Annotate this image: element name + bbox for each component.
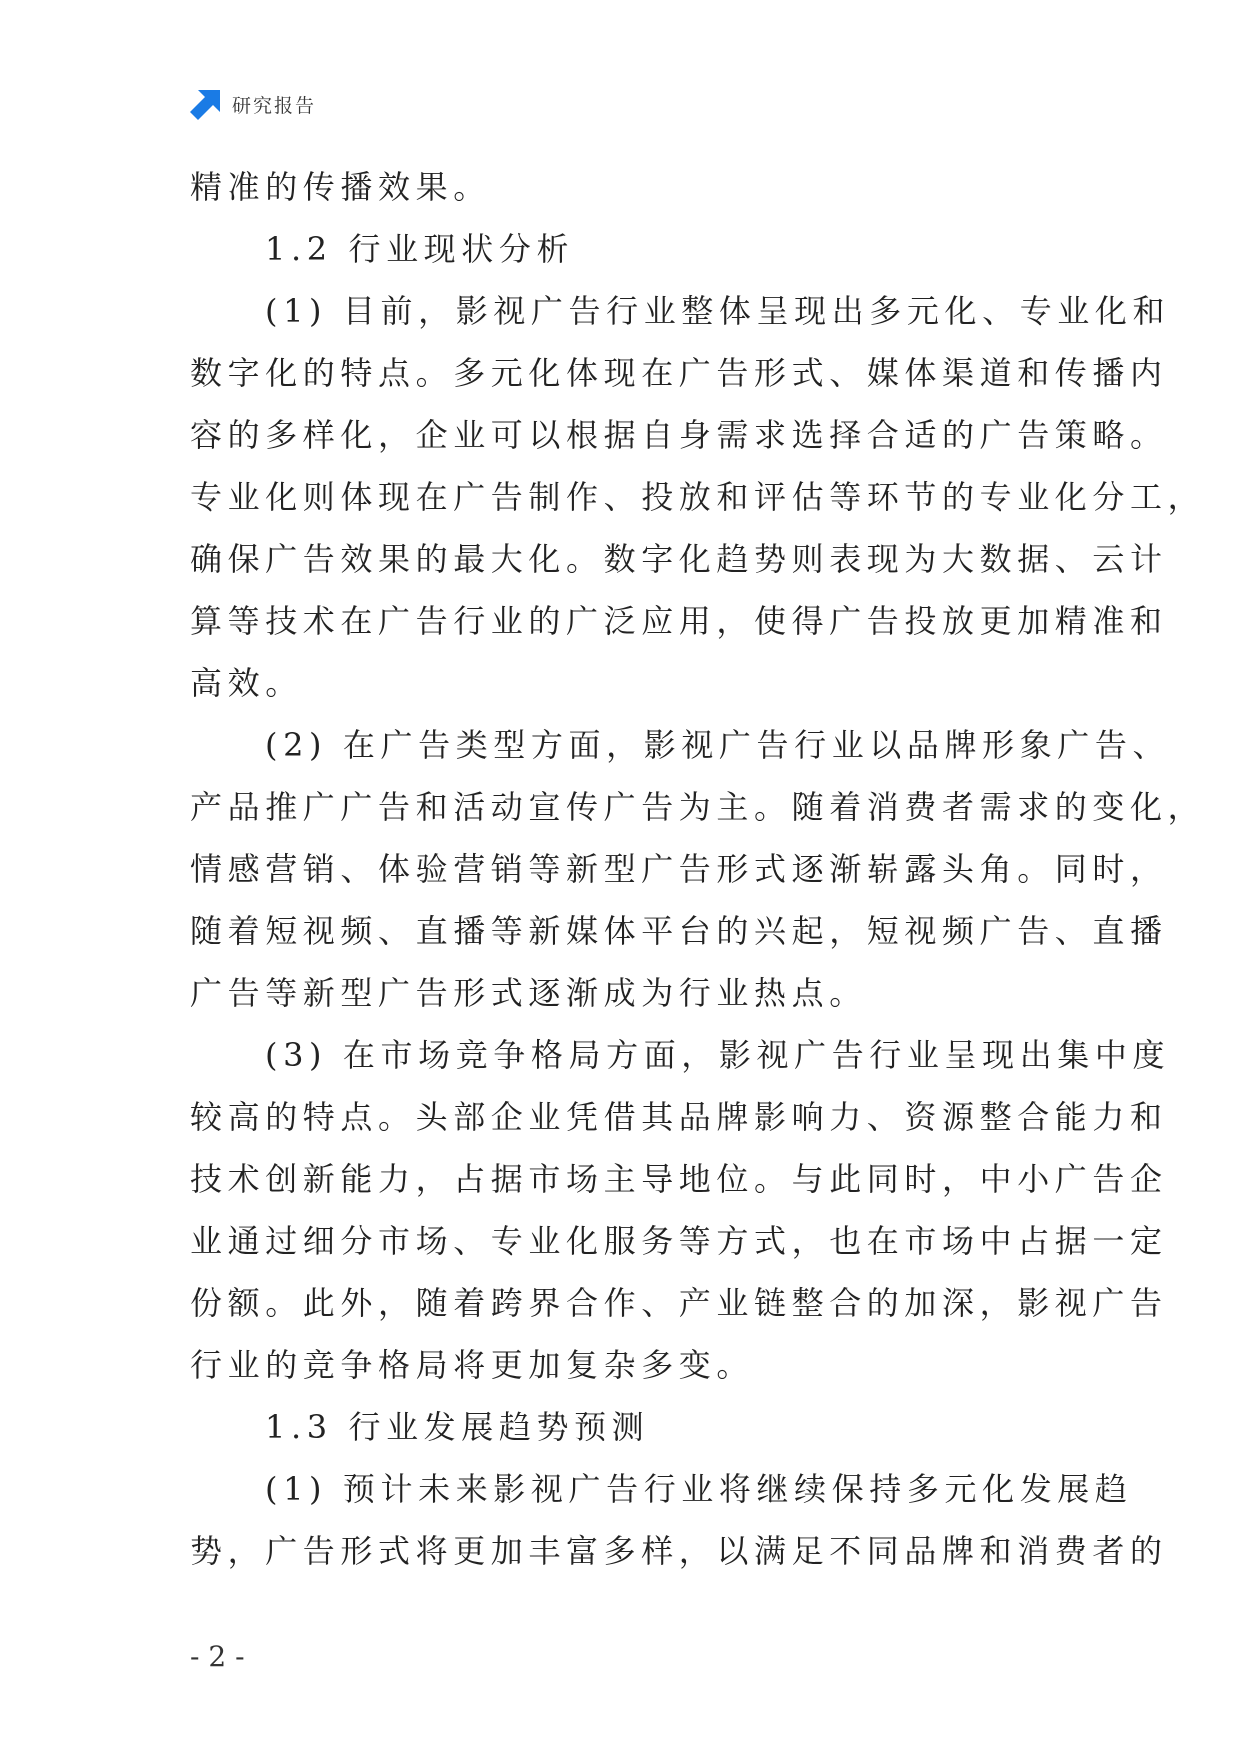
page-header <box>190 88 316 120</box>
paragraph-2-line: 情感营销、体验营销等新型广告形式逐渐崭露头角。同时， <box>190 850 1168 888</box>
paragraph-3-line: 技术创新能力，占据市场主导地位。与此同时，中小广告企 <box>190 1160 1168 1198</box>
paragraph-1-line: 算等技术在广告行业的广泛应用，使得广告投放更加精准和 <box>190 602 1168 640</box>
header-title: 研究报告 <box>232 94 317 117</box>
paragraph-3-line: 行业的竞争格局将更加复杂多变。 <box>190 1346 755 1384</box>
paragraph-1-line: 数字化的特点。多元化体现在广告形式、媒体渠道和传播内 <box>190 354 1168 392</box>
paragraph-1-line: (1) 目前，影视广告行业整体呈现出多元化、专业化和 <box>265 292 1171 330</box>
paragraph-3-line: 业通过细分市场、专业化服务等方式，也在市场中占据一定 <box>190 1222 1168 1260</box>
paragraph-3-line: 份额。此外，随着跨界合作、产业链整合的加深，影视广告 <box>190 1284 1168 1322</box>
document-body <box>190 156 1206 1582</box>
section-heading-1-2: 1.2 行业现状分析 <box>265 230 575 268</box>
paragraph-2-line: 随着短视频、直播等新媒体平台的兴起，短视频广告、直播 <box>190 912 1168 950</box>
paragraph-2-line: (2) 在广告类型方面，影视广告行业以品牌形象广告、 <box>265 726 1171 764</box>
paragraph-1-line: 专业化则体现在广告制作、投放和评估等环节的专业化分工， <box>190 478 1206 516</box>
paragraph-4-line: 势，广告形式将更加丰富多样，以满足不同品牌和消费者的 <box>190 1532 1168 1570</box>
paragraph-2-line: 产品推广广告和活动宣传广告为主。随着消费者需求的变化， <box>190 788 1206 826</box>
text-line: 精准的传播效果。 <box>190 168 491 206</box>
page-number: - 2 - <box>190 1640 245 1673</box>
paragraph-2-line: 广告等新型广告形式逐渐成为行业热点。 <box>190 974 867 1012</box>
paragraph-3-line: 较高的特点。头部企业凭借其品牌影响力、资源整合能力和 <box>190 1098 1168 1136</box>
paragraph-4-line: (1) 预计未来影视广告行业将继续保持多元化发展趋 <box>265 1470 1133 1508</box>
paragraph-1-line: 容的多样化，企业可以根据自身需求选择合适的广告策略。 <box>190 416 1168 454</box>
paragraph-1-line: 确保广告效果的最大化。数字化趋势则表现为大数据、云计 <box>190 540 1168 578</box>
arrow-logo-icon <box>190 88 222 120</box>
paragraph-3-line: (3) 在市场竞争格局方面，影视广告行业呈现出集中度 <box>265 1036 1171 1074</box>
paragraph-1-line: 高效。 <box>190 664 303 702</box>
section-heading-1-3: 1.3 行业发展趋势预测 <box>265 1408 650 1446</box>
